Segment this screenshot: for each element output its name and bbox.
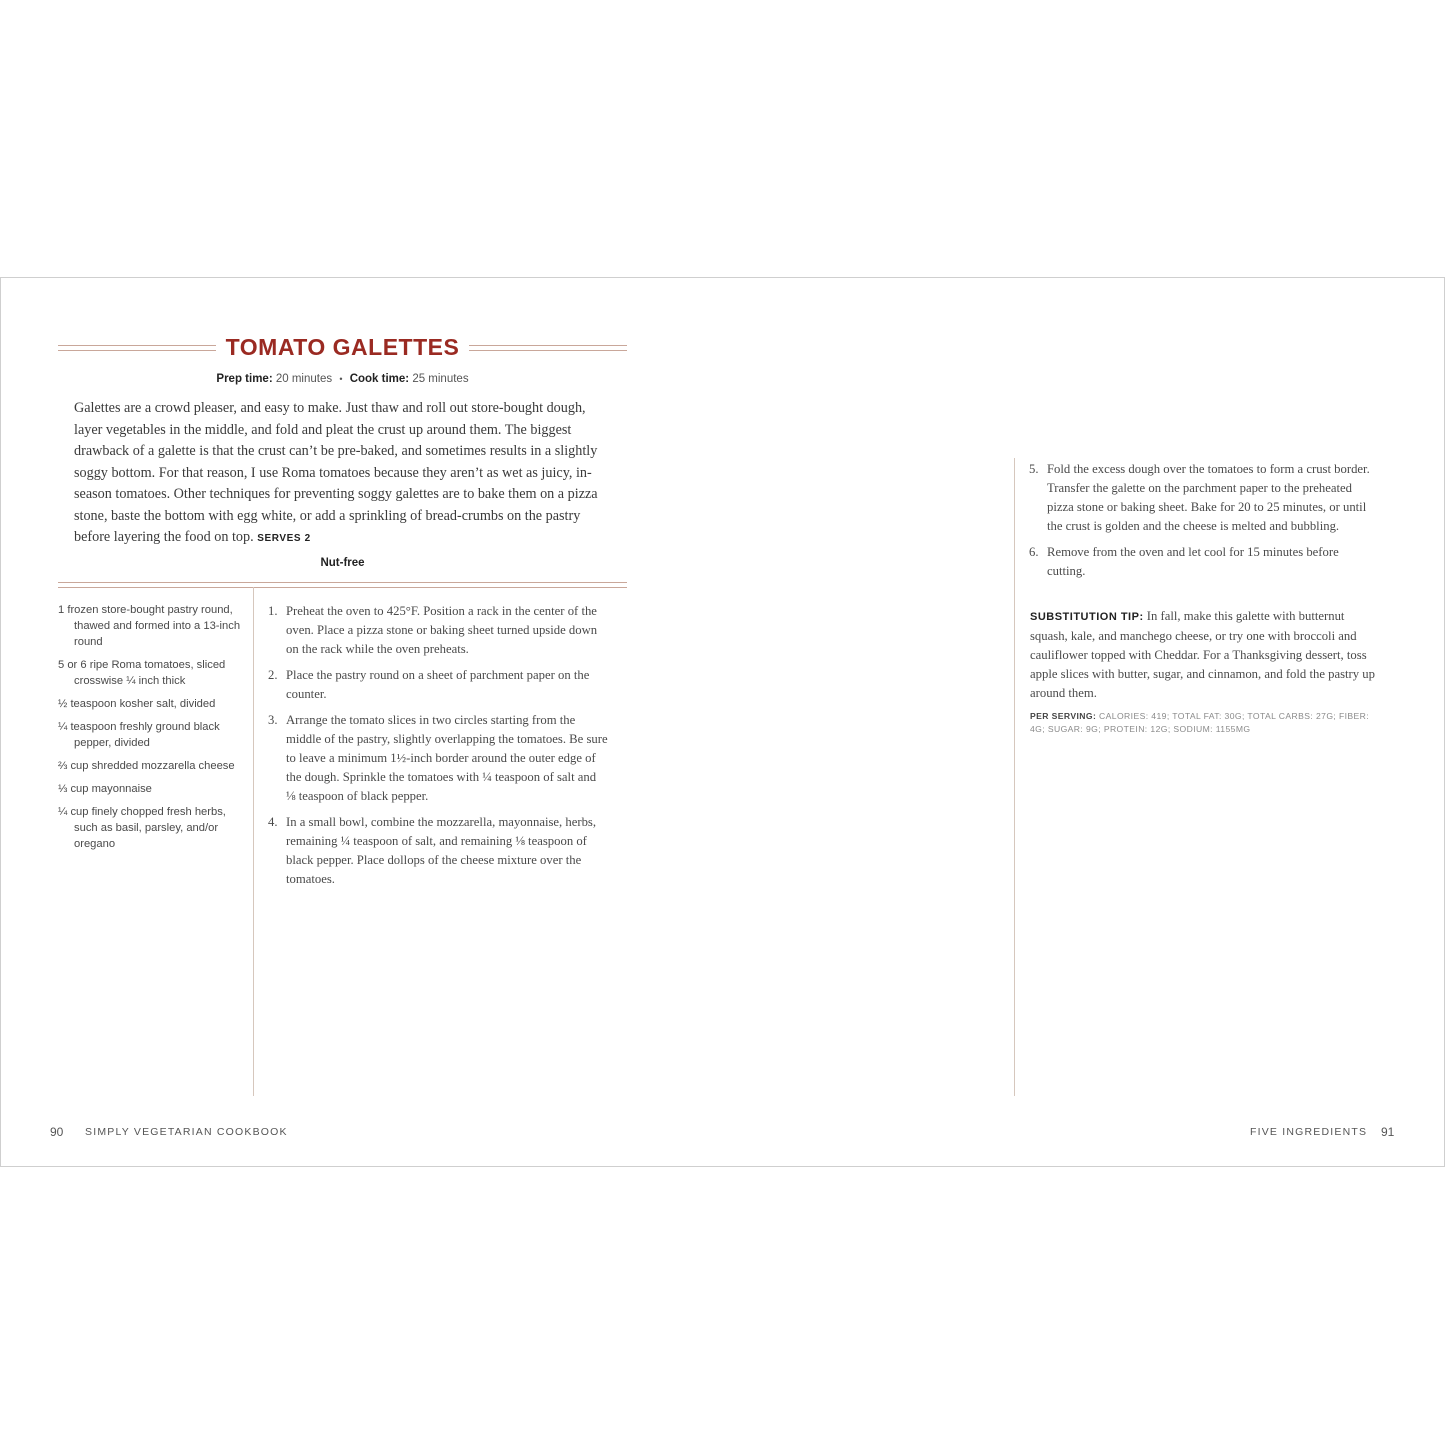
ingredient-item: ⅔ cup shredded mozzarella cheese — [58, 760, 235, 772]
nutrition-text: CALORIES: 419; TOTAL FAT: 30G; TOTAL CARBS: 27G; FIBER: 4G; SUGAR: 9G; PROTEIN: 12G; SODIUM: 1155MG — [1030, 711, 1370, 734]
recipe-times — [58, 373, 627, 385]
cook-time-label: Cook time: — [349, 373, 410, 385]
step-text: Place the pastry round on a sheet of parchment paper on the counter. — [286, 668, 590, 701]
prep-time-label: Prep time: — [216, 373, 273, 385]
tip-label: SUBSTITUTION TIP: — [1030, 611, 1144, 623]
serves-label: SERVES 2 — [257, 533, 311, 544]
running-title-left: SIMPLY VEGETARIAN COOKBOOK — [85, 1126, 288, 1138]
step-text: Preheat the oven to 425°F. Position a rack in the center of the oven. Place a pizza stone or baking sheet turned upside down on the rack while the oven preheats. — [286, 604, 598, 656]
column-divider-right — [1014, 458, 1015, 1096]
step-item — [268, 711, 608, 806]
ingredients-list — [58, 602, 243, 859]
steps-list-left — [268, 602, 608, 896]
step-item — [1029, 460, 1374, 536]
step-item — [1029, 543, 1374, 581]
step-number: 3. — [268, 713, 278, 727]
step-number: 5. — [1029, 462, 1039, 476]
ingredient-item: ½ teaspoon kosher salt, divided — [58, 698, 216, 710]
step-item — [268, 666, 608, 704]
ingredient-item: 1 frozen store-bought pastry round, thawed and formed into a 13-inch round — [58, 604, 241, 648]
tip-text: In fall, make this galette with butternut squash, kale, and manchego cheese, or try one with broccoli and cauliflower topped with Cheddar. For a Thanksgiving dessert, toss apple slices with butter, sugar, and cinnamon, and fold the pastry up around them. — [1030, 609, 1375, 700]
step-item — [268, 813, 608, 889]
substitution-tip — [1030, 607, 1380, 703]
ingredient-item: 5 or 6 ripe Roma tomatoes, sliced crosswise ¼ inch thick — [58, 659, 226, 687]
cook-time-value: 25 minutes — [412, 373, 469, 385]
recipe-intro — [74, 398, 614, 550]
page-number-right: 91 — [1381, 1125, 1395, 1139]
diet-label: Nut-free — [320, 557, 365, 569]
step-text: Arrange the tomato slices in two circles starting from the middle of the pastry, slightly overlapping the tomatoes. Be sure to leave a minimum 1½-inch border around the outer edge of the dough. Sprinkle the tomatoes with ¼ teaspoon of salt and ⅛ teaspoon of black pepper. — [286, 713, 608, 803]
recipe-title: TOMATO GALETTES — [58, 333, 627, 361]
book-spread — [0, 277, 1445, 1167]
running-title-right: FIVE INGREDIENTS — [1250, 1126, 1368, 1138]
ingredient-item: ⅓ cup mayonnaise — [58, 783, 152, 795]
ingredient-item: ¼ teaspoon freshly ground black pepper, divided — [58, 721, 220, 749]
step-number: 4. — [268, 815, 278, 829]
page-number-left: 90 — [50, 1125, 64, 1139]
step-text: Fold the excess dough over the tomatoes to form a crust border. Transfer the galette on the parchment paper to the preheated pizza stone or baking sheet. Bake for 20 to 25 minutes, or until the crust is golden and the cheese is melted and bubbling. — [1047, 462, 1370, 533]
steps-list-right — [1029, 460, 1374, 588]
time-separator: • — [339, 374, 343, 384]
step-number: 1. — [268, 604, 278, 618]
intro-text: Galettes are a crowd pleaser, and easy to make. Just thaw and roll out store-bought dough, layer vegetables in the middle, and fold and pleat the crust up around them. The biggest drawback of a galette is that the crust can’t be pre-baked, and sometimes results in a slightly soggy bottom. For that reason, I use Roma tomatoes because they aren’t as wet as juicy, in-season tomatoes. Other techniques for preventing soggy galettes are to bake them on a pizza stone, baste the bottom with egg white, or add a sprinkling of bread-crumbs on the pastry before layering the food on top. — [74, 400, 598, 545]
prep-time-value: 20 minutes — [275, 373, 333, 385]
column-divider-left — [253, 587, 254, 1096]
ingredient-item: ¼ cup finely chopped fresh herbs, such as basil, parsley, and/or oregano — [58, 806, 226, 850]
ingredients-rule — [58, 582, 627, 588]
nutrition-info — [1030, 710, 1375, 736]
step-number: 6. — [1029, 545, 1039, 559]
step-text: In a small bowl, combine the mozzarella, mayonnaise, herbs, remaining ¼ teaspoon of salt, and remaining ⅛ teaspoon of black pepper. Place dollops of the cheese mixture over the tomatoes. — [286, 815, 597, 886]
step-text: Remove from the oven and let cool for 15 minutes before cutting. — [1047, 545, 1339, 578]
recipe-title-row — [58, 333, 627, 361]
nutrition-label: PER SERVING: — [1030, 711, 1097, 721]
step-number: 2. — [268, 668, 278, 682]
step-item — [268, 602, 608, 659]
